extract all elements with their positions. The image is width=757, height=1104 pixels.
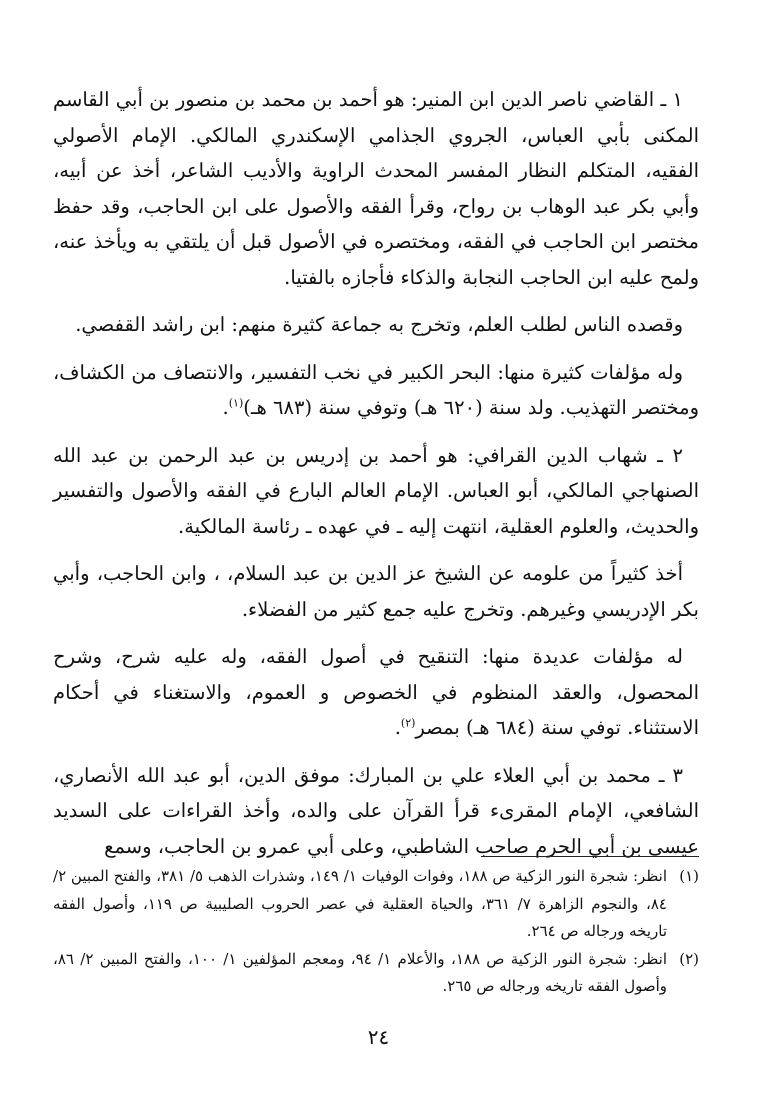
- paragraph-text: ١ ـ القاضي ناصر الدين ابن المنير: هو أحمد بن محمد بن منصور بن أبي القاسم المكنى بأبي العباس، الجروي الجذامي الإسكندري المالكي. الإمام الأصولي الفقيه، المتكلم النظار المفسر المحدث الراوية والأديب الشاعر، أخذ عن أبيه، وأبي بكر عبد الوهاب بن رواح، وقرأ الفقه والأصول على ابن الحاجب، وقد حفظ مختصر ابن الحاجب في الفقه، ومختصره في الأصول قبل أن يلتقي به ويأخذ عنه، ولمح عليه ابن الحاجب النجابة والذكاء فأجازه بالفتيا.: [53, 88, 699, 289]
- paragraph-text: ٢ ـ شهاب الدين القرافي: هو أحمد بن إدريس بن عبد الرحمن بن عبد الله الصنهاجي المالكي، أبو العباس. الإمام العالم البارع في الفقه والأصول والتفسير والحديث، والعلوم العقلية، انتهت إليه ـ في عهده ـ رئاسة المالكية.: [53, 443, 699, 538]
- paragraph-teachers: [53, 556, 699, 627]
- paragraph-biography-al-qarafi: [53, 438, 699, 545]
- paragraph-text: له مؤلفات عديدة منها: التنقيح في أصول الفقه، وله عليه شرح، وشرح المحصول، والعقد المنظوم في الخصوص و العموم، والاستغناء في أحكام الاستثناء. توفي سنة (٦٨٤ هـ) بمصر: [53, 645, 699, 739]
- footnote-reference-2[interactable]: (٢): [400, 716, 416, 730]
- paragraph-biography-muwaffaq-al-din: [53, 758, 699, 865]
- footnote-2: [53, 946, 699, 1001]
- page-number: ٢٤: [367, 1025, 390, 1049]
- footnote-1: [53, 863, 699, 946]
- paragraph-al-qarafi-works: له مؤلفات عديدة منها: التنقيح في أصول الفقه، وله عليه شرح، وشرح المحصول، والعقد المنظوم في الخصوص و العموم، والاستغناء في أحكام الاستثناء. توفي سنة (٦٨٤ هـ) بمصر$^{(٢)}$.: [53, 645, 699, 739]
- main-text: [53, 82, 699, 876]
- paragraph-works: وله مؤلفات كثيرة منها: البحر الكبير في نخب التفسير، والانتصاف من الكشاف، ومختصر التهذيب. ولد سنة (٦٢٠ هـ) وتوفي سنة (٦٨٣ هـ)$^{(١)}$.: [53, 360, 699, 419]
- paragraph-text: وقصده الناس لطلب العلم، وتخرج به جماعة كثيرة منهم: ابن راشد القفصي.: [75, 313, 683, 336]
- footnote-text: انظر: شجرة النور الزكية ص ١٨٨، والأعلام ١/ ٩٤، ومعجم المؤلفين ١/ ١٠٠، والفتح المبين ٢/ ٨٦، وأصول الفقه تاريخه ورجاله ص ٢٦٥.: [53, 949, 668, 995]
- footnote-reference-1[interactable]: (١): [228, 396, 244, 410]
- paragraph-students: [53, 307, 699, 343]
- footnote-number: (١): [679, 867, 699, 885]
- paragraph-text: وله مؤلفات كثيرة منها: البحر الكبير في نخب التفسير، والانتصاف من الكشاف، ومختصر التهذيب. ولد سنة (٦٢٠ هـ) وتوفي سنة (٦٨٣ هـ): [53, 360, 699, 419]
- footnotes: [53, 863, 699, 1001]
- paragraph-text: ٣ ـ محمد بن أبي العلاء علي بن المبارك: موفق الدين، أبو عبد الله الأنصاري، الشافعي، الإمام المقرىء قرأ القرآن على والده، وأخذ القراءات على السديد عيسى بن أبي الحرم صاحب الشاطبي، وعلى أبي عمرو بن الحاجب، وسمع: [53, 763, 699, 858]
- paragraph-biography-ibn-al-munayyir: [53, 82, 699, 295]
- paragraph-text: أخذ كثيراً من علومه عن الشيخ عز الدين بن عبد السلام، ، وابن الحاجب، وأبي بكر الإدريسي وغيرهم. وتخرج عليه جمع كثير من الفضلاء.: [53, 562, 699, 621]
- footnote-text: انظر: شجرة النور الزكية ص ١٨٨، وفوات الوفيات ١/ ١٤٩، وشذرات الذهب ٥/ ٣٨١، والفتح المبين ٢/ ٨٤، والنجوم الزاهرة ٧/ ٣٦١، والحياة العقلية في عصر الحروب الصليبية ص ١١٩، وأصول الفقه تاريخه ورجاله ص ٢٦٤.: [53, 867, 667, 940]
- footnote-separator: [481, 856, 699, 857]
- footnote-number: (٢): [679, 949, 699, 968]
